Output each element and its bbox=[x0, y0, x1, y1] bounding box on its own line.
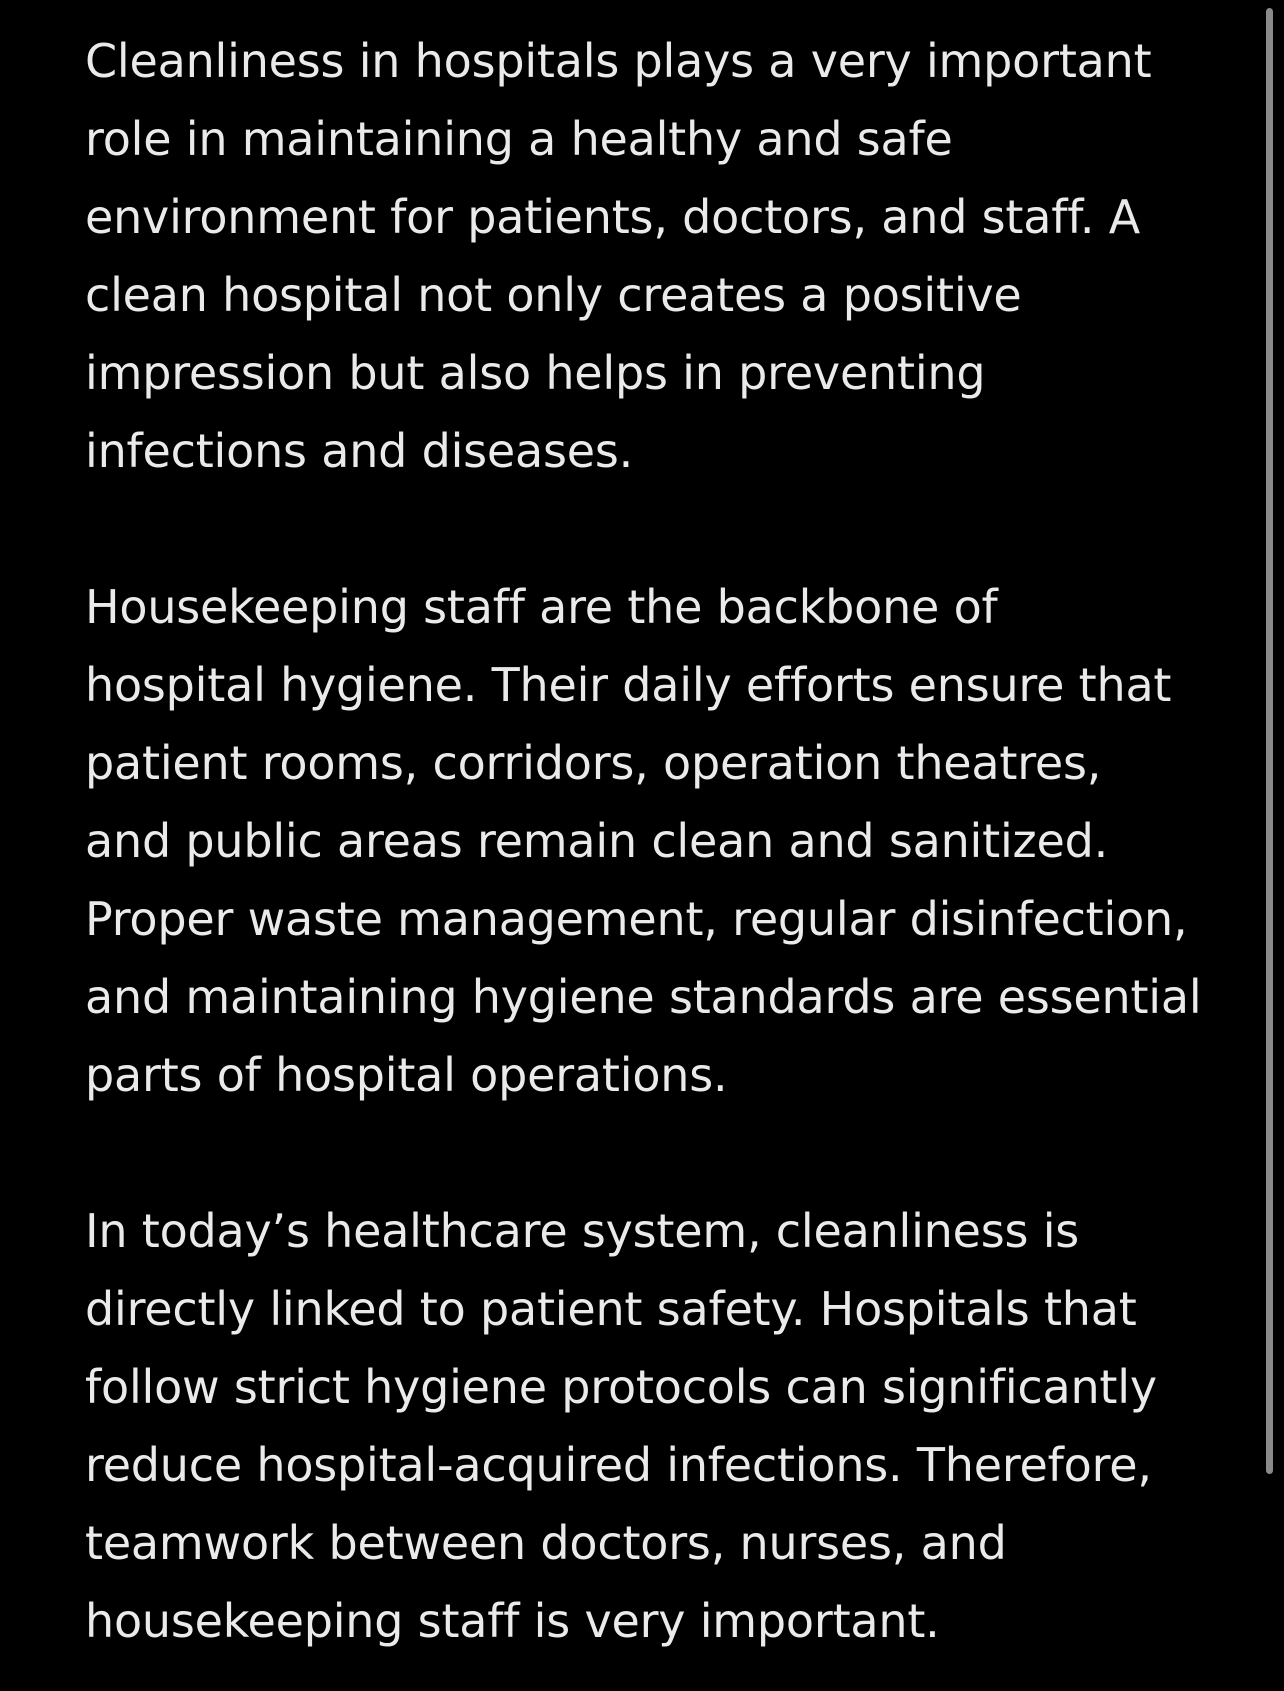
document-body bbox=[85, 22, 1205, 1660]
paragraph-patient-safety: In today’s healthcare system, cleanliness is directly linked to patient safety. Hospitals that follow strict hygiene protocols can significantly reduce hospital-acquired infections. Therefore, teamwork between doctors, nurses, and housekeeping staff is very important. bbox=[85, 1204, 1157, 1648]
scrollbar-thumb[interactable] bbox=[1266, 8, 1273, 1474]
paragraph-cleanliness: Cleanliness in hospitals plays a very important role in maintaining a healthy and safe environment for patients, doctors, and staff. A clean hospital not only creates a positive impression but also helps in preventing infections and diseases. bbox=[85, 34, 1152, 478]
paragraph-housekeeping: Housekeeping staff are the backbone of hospital hygiene. Their daily efforts ensure that patient rooms, corridors, operation theatres, and public areas remain clean and sanitized. Proper waste management, regular disinfection, and maintaining hygiene standards are essential parts of hospital operations. bbox=[85, 580, 1202, 1102]
vertical-scrollbar[interactable] bbox=[1266, 8, 1273, 1474]
